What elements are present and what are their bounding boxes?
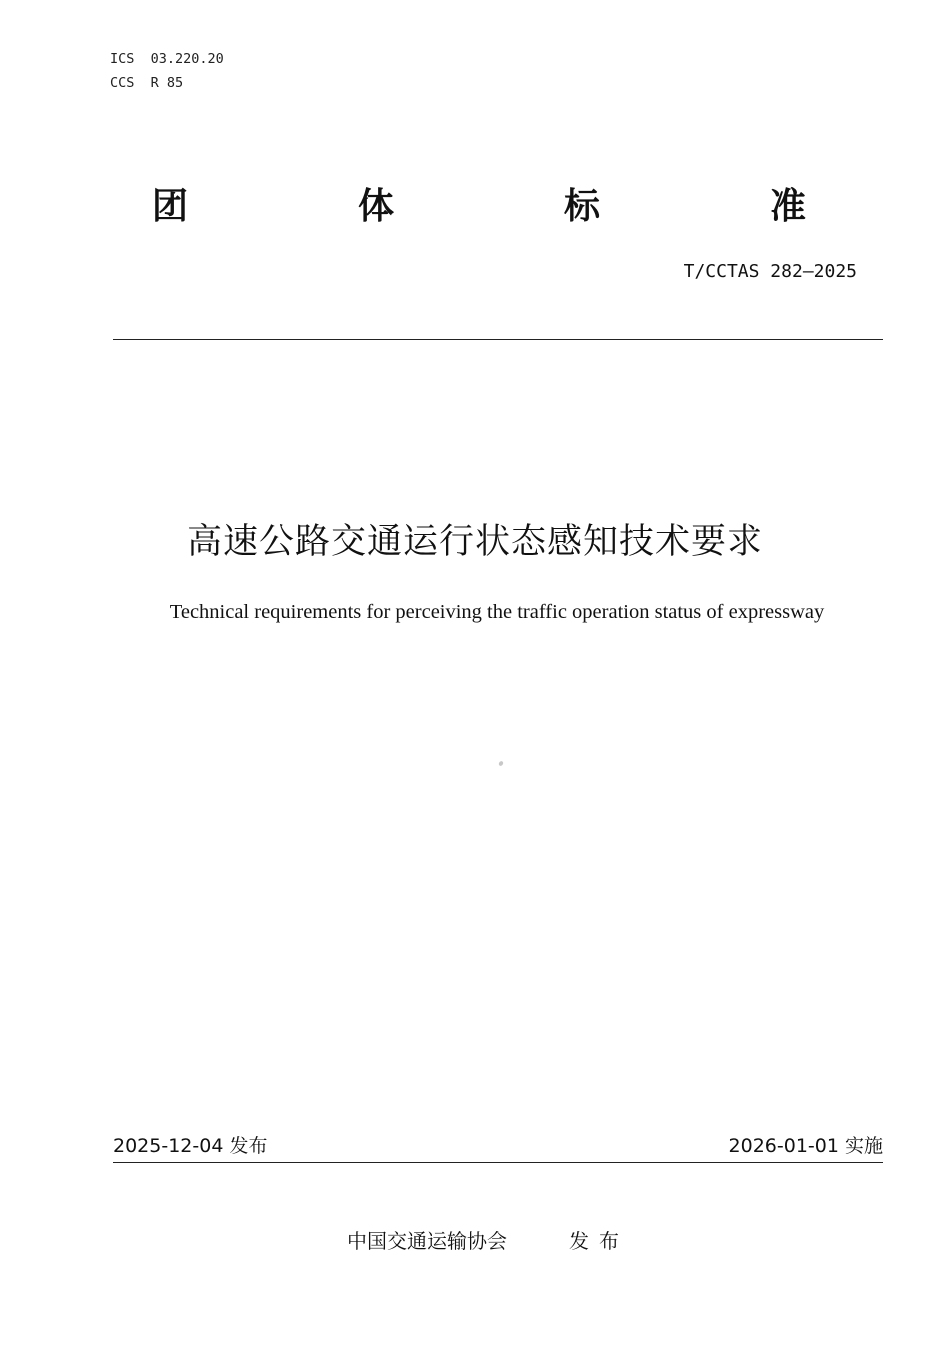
standard-type-char: 体 [357, 186, 395, 227]
classification-codes [110, 47, 224, 95]
issuing-organization: 中国交通运输协会 [347, 1229, 507, 1253]
standard-type-char: 团 [151, 186, 189, 227]
scan-speck [498, 760, 504, 766]
document-title-chinese: 高速公路交通运行状态感知技术要求 [186, 522, 763, 562]
ccs-code: CCS R 85 [110, 75, 184, 91]
document-title-english: Technical requirements for perceiving the traffic operation status of expressway [169, 601, 825, 623]
publish-date: 2025-12-04 发布 [113, 1135, 268, 1157]
standard-type-char: 标 [563, 186, 601, 227]
ics-code: ICS 03.220.20 [110, 51, 224, 67]
standard-number: T/CCTAS 282—2025 [683, 261, 857, 282]
top-divider [113, 339, 883, 340]
bottom-divider [113, 1162, 883, 1163]
issue-label: 发布 [569, 1229, 629, 1253]
standard-type-char: 准 [769, 186, 807, 227]
implementation-date: 2026-01-01 实施 [728, 1135, 883, 1157]
standard-type-heading [0, 184, 950, 234]
